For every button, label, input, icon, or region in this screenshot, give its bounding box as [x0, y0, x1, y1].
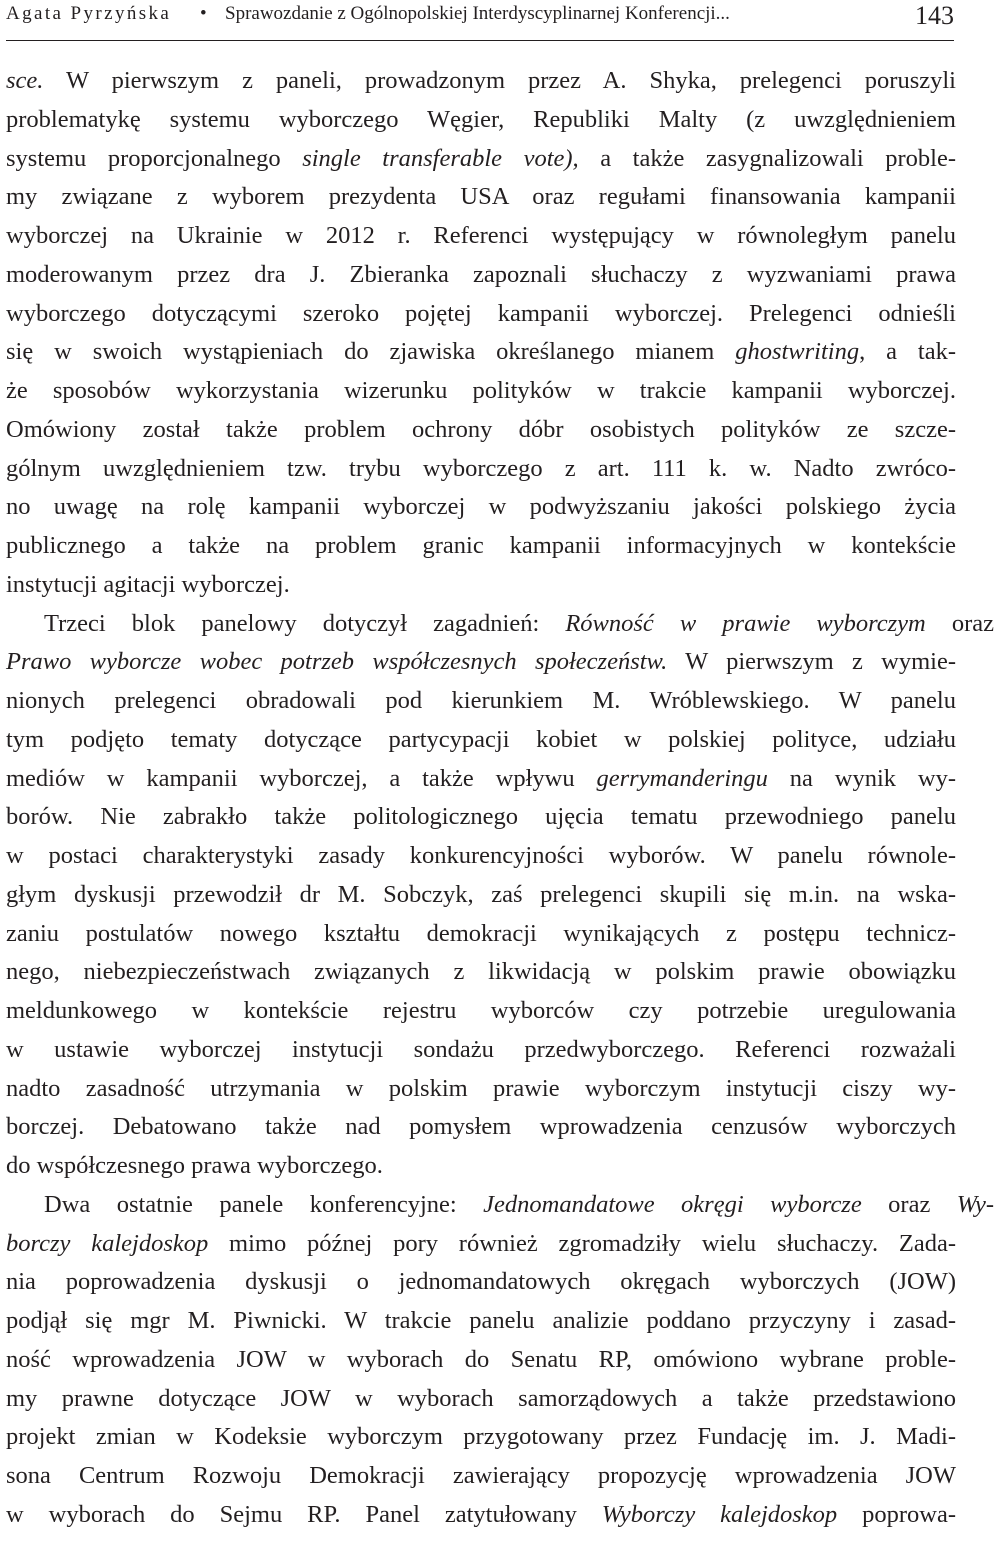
text-line: [6, 1302, 956, 1341]
header-running-title: Sprawozdanie z Ogólnopolskiej Interdyscyplinarnej Konferencji...: [225, 3, 730, 24]
text-segment: nadto zasadność utrzymania w polskim prawie wyborczym instytucji ciszy wy-: [6, 1074, 956, 1102]
text-line: [6, 721, 956, 760]
text-segment: moderowanym przez dra J. Zbieranka zapoznali słuchaczy z wyzwaniami prawa: [6, 260, 956, 288]
text-line: [6, 953, 956, 992]
italic-text: gerrymanderingu: [596, 764, 768, 792]
text-segment: oraz: [861, 1190, 957, 1218]
text-line: [6, 178, 956, 217]
text-line: [6, 1496, 956, 1535]
text-line: [6, 760, 956, 799]
text-segment: mediów w kampanii wyborczej, a także wpływu: [6, 764, 597, 792]
text-segment: systemu proporcjonalnego: [6, 144, 303, 172]
text-segment: nia poprowadzenia dyskusji o jednomandatowych okręgach wyborczych (JOW): [6, 1268, 956, 1296]
text-segment: tym podjęto tematy dotyczące partycypacji kobiet w polskiej polityce, udziału: [6, 725, 956, 753]
italic-text: single transferable vote),: [302, 144, 579, 172]
text-line: [6, 217, 956, 256]
text-segment: podjął się mgr M. Piwnicki. W trakcie panelu analizie poddano przyczyny i zasad-: [6, 1307, 956, 1334]
italic-text: Wyborczy kalejdoskop: [601, 1500, 838, 1528]
text-segment: problematykę systemu wyborczego Węgier, Republiki Malty (z uwzględnieniem: [6, 105, 956, 133]
italic-text: ghostwriting: [735, 338, 860, 366]
text-line: [6, 605, 994, 644]
text-segment: nego, niebezpieczeństwach związanych z likwidacją w polskim prawie obowiązku: [6, 958, 956, 986]
italic-text: Prawo wyborcze wobec potrzeb współczesnych społeczeństw.: [6, 648, 668, 676]
text-line: [6, 372, 956, 411]
header-author: Agata Pyrzyńska: [6, 3, 172, 24]
text-line: [6, 1186, 994, 1225]
text-line: [6, 1070, 956, 1109]
text-segment: w postaci charakterystyki zasady konkurencyjności wyborów. W panelu równole-: [6, 842, 956, 869]
text-segment: poprowa-: [837, 1500, 956, 1528]
text-line: [6, 837, 956, 876]
text-segment: no uwagę na rolę kampanii wyborczej w podwyższaniu jakości polskiego życia: [6, 493, 956, 521]
text-segment: publicznego a także na problem granic kampanii informacyjnych w kontekście: [6, 532, 956, 559]
text-segment: Omówiony został także problem ochrony dóbr osobistych polityków ze szcze-: [6, 415, 956, 443]
text-segment: gólnym uwzględnieniem tzw. trybu wyborczego z art. 111 k. w. Nadto zwróco-: [6, 454, 956, 482]
text-line: [6, 682, 956, 721]
text-line: [6, 256, 956, 295]
text-segment: projekt zmian w Kodeksie wyborczym przygotowany przez Fundację im. J. Madi-: [6, 1423, 956, 1451]
text-line: [6, 1108, 956, 1147]
text-segment: borczej. Debatowano także nad pomysłem wprowadzenia cenzusów wyborczych: [6, 1113, 956, 1141]
text-segment: my prawne dotyczące JOW w wyborach samorządowych a także przedstawiono: [6, 1384, 956, 1412]
text-line: [6, 643, 956, 682]
text-line: [6, 411, 956, 450]
text-line: [6, 140, 956, 179]
text-segment: sona Centrum Rozwoju Demokracji zawierający propozycję wprowadzenia JOW: [6, 1462, 956, 1489]
text-line: [6, 450, 956, 489]
text-line: [6, 1263, 956, 1302]
text-line: [6, 488, 956, 527]
italic-text: Równość w prawie wyborczym: [565, 609, 926, 637]
text-line: [6, 295, 956, 334]
text-line: [6, 1147, 956, 1186]
text-segment: do współczesnego prawa wyborczego.: [6, 1152, 383, 1179]
running-header: [6, 0, 954, 41]
text-line: [6, 1418, 956, 1457]
text-segment: , a tak-: [859, 338, 957, 366]
text-line: [6, 798, 956, 837]
text-segment: Dwa ostatnie panele konferencyjne:: [44, 1190, 484, 1218]
italic-text: sce.: [6, 67, 44, 94]
text-segment: że sposobów wykorzystania wizerunku polityków w trakcie kampanii wyborczej.: [6, 377, 956, 404]
text-line: [6, 333, 956, 372]
text-segment: meldunkowego w kontekście rejestru wyborców czy potrzebie uregulowania: [6, 997, 956, 1024]
text-segment: głym dyskusji przewodził dr M. Sobczyk, zaś prelegenci skupili się m.in. na wska-: [6, 880, 956, 908]
page-number: 143: [915, 1, 954, 30]
text-line: [6, 1341, 956, 1380]
text-segment: borów. Nie zabrakło także politologicznego ujęcia tematu przewodniego panelu: [6, 803, 956, 831]
text-segment: ność wprowadzenia JOW w wyborach do Senatu RP, omówiono wybrane proble-: [6, 1345, 956, 1373]
text-segment: W pierwszym z wymie-: [667, 648, 957, 676]
italic-text: Jednomandatowe okręgi wyborcze: [483, 1190, 862, 1218]
text-line: [6, 876, 956, 915]
text-line: [6, 101, 956, 140]
text-segment: W pierwszym z paneli, prowadzonym przez A. Shyka, prelegenci poruszyli: [43, 67, 956, 94]
text-segment: my związane z wyborem prezydenta USA oraz regułami finansowania kampanii: [6, 183, 956, 211]
text-line: [6, 1457, 956, 1496]
italic-text: borczy kalejdoskop: [6, 1229, 209, 1257]
text-line: [6, 566, 956, 605]
text-segment: a także zasygnalizowali proble-: [578, 144, 956, 172]
text-segment: instytucji agitacji wyborczej.: [6, 570, 290, 598]
text-line: [6, 1225, 956, 1264]
text-segment: mimo późnej pory również zgromadziły wielu słuchaczy. Zada-: [208, 1229, 957, 1257]
text-line: [6, 62, 956, 101]
text-line: [6, 1380, 956, 1419]
italic-text: Wy-: [956, 1190, 994, 1218]
text-line: [6, 1031, 956, 1070]
text-segment: zaniu postulatów nowego kształtu demokracji wynikających z postępu technicz-: [6, 919, 956, 947]
text-segment: Trzeci blok panelowy dotyczył zagadnień:: [44, 609, 566, 637]
text-line: [6, 527, 956, 566]
text-segment: w ustawie wyborczej instytucji sondażu przedwyborczego. Referenci rozważali: [6, 1035, 956, 1063]
text-segment: się w swoich wystąpieniach do zjawiska określanego mianem: [6, 338, 736, 366]
body-text: [6, 62, 994, 1535]
text-segment: na wynik wy-: [767, 764, 956, 792]
text-segment: nionych prelegenci obradowali pod kierunkiem M. Wróblewskiego. W panelu: [6, 687, 956, 714]
text-line: [6, 915, 956, 954]
header-bullet: •: [200, 3, 207, 24]
text-segment: oraz: [925, 609, 994, 637]
text-segment: w wyborach do Sejmu RP. Panel zatytułowany: [6, 1500, 602, 1528]
text-segment: wyborczego dotyczącymi szeroko pojętej kampanii wyborczej. Prelegenci odnieśli: [6, 299, 956, 327]
text-line: [6, 992, 956, 1031]
text-segment: wyborczej na Ukrainie w 2012 r. Referenci występujący w równoległym panelu: [6, 222, 956, 249]
